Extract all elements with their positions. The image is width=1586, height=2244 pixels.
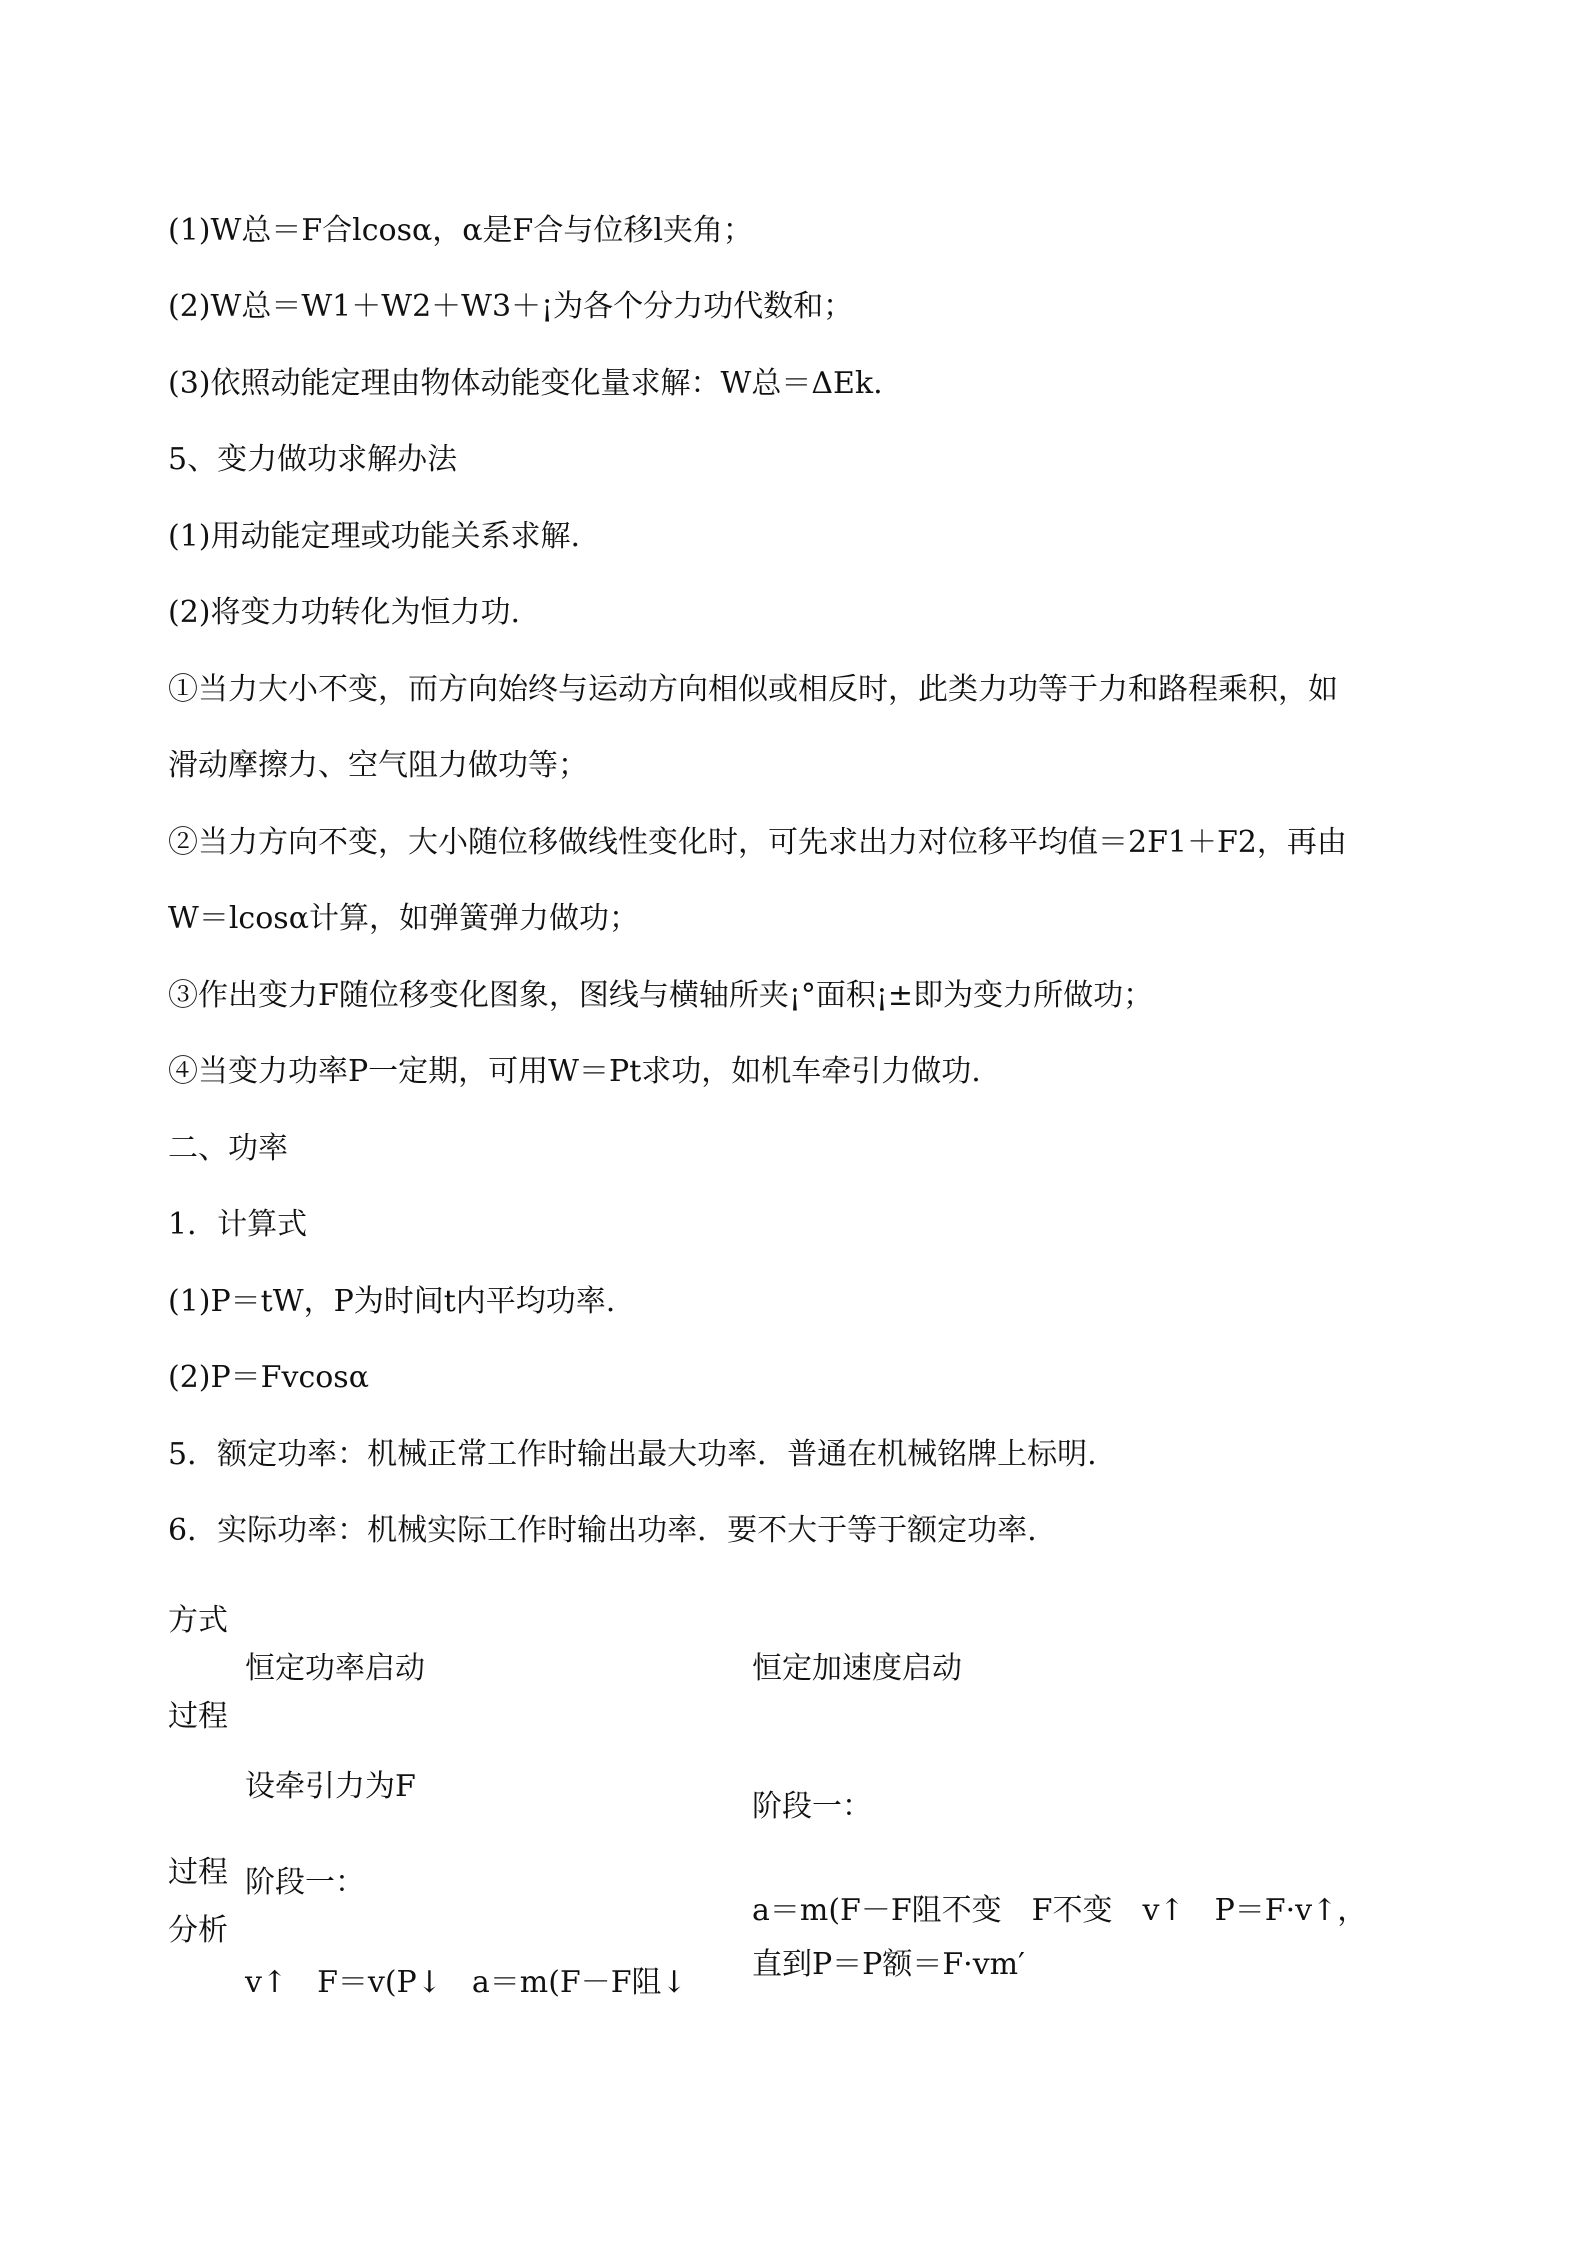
paragraph: (1)P＝tW，P为时间t内平均功率.: [168, 1284, 616, 1319]
table-cell: 直到P＝P额＝F·vm′: [752, 1947, 1025, 1982]
section-heading: 二、功率: [168, 1131, 288, 1166]
paragraph: ②当力方向不变，大小随位移做线性变化时，可先求出力对位移平均值＝2F1＋F2，再由: [168, 825, 1347, 860]
table-column-header: 恒定加速度启动: [752, 1651, 962, 1686]
paragraph: 滑动摩擦力、空气阻力做功等；: [168, 748, 588, 783]
table-header-label: 过程: [168, 1699, 228, 1734]
paragraph: 6．实际功率：机械实际工作时输出功率．要不大于等于额定功率.: [168, 1513, 1037, 1548]
paragraph: ③作出变力F随位移变化图象，图线与横轴所夹¡°面积¡±即为变力所做功；: [168, 978, 1154, 1013]
table-row-label: 分析: [168, 1913, 228, 1948]
table-column-header: 恒定功率启动: [245, 1651, 425, 1686]
paragraph: (2)将变力功转化为恒力功.: [168, 595, 521, 630]
table-cell: v↑ F＝v(P↓ a＝m(F－F阻↓: [245, 1965, 687, 2000]
paragraph: ①当力大小不变，而方向始终与运动方向相似或相反时，此类力功等于力和路程乘积，如: [168, 672, 1338, 707]
paragraph: (1)W总＝F合lcosα，α是F合与位移l夹角；: [168, 213, 753, 248]
table-cell: 阶段一：: [752, 1789, 872, 1824]
paragraph: ④当变力功率P一定期，可用W＝Pt求功，如机车牵引力做功.: [168, 1054, 981, 1089]
section-heading: 5、变力做功求解办法: [168, 442, 458, 477]
paragraph: 5．额定功率：机械正常工作时输出最大功率．普通在机械铭牌上标明.: [168, 1437, 1097, 1472]
table-cell: a＝m(F－F阻不变 F不变 v↑ P＝F·v↑，: [752, 1893, 1368, 1928]
table-row-label: 过程: [168, 1855, 228, 1890]
table-cell: 阶段一：: [245, 1865, 365, 1900]
table-header-label: 方式: [168, 1603, 228, 1638]
paragraph: (2)P＝Fvcosα: [168, 1360, 369, 1395]
subheading: 1．计算式: [168, 1207, 308, 1242]
paragraph: (1)用动能定理或功能关系求解.: [168, 519, 581, 554]
paragraph: (3)依照动能定理由物体动能变化量求解：W总＝ΔEk.: [168, 366, 883, 401]
table-cell: 设牵引力为F: [245, 1769, 416, 1804]
paragraph: W＝lcosα计算，如弹簧弹力做功；: [168, 901, 639, 936]
paragraph: (2)W总＝W1＋W2＋W3＋¡为各个分力功代数和；: [168, 289, 854, 324]
